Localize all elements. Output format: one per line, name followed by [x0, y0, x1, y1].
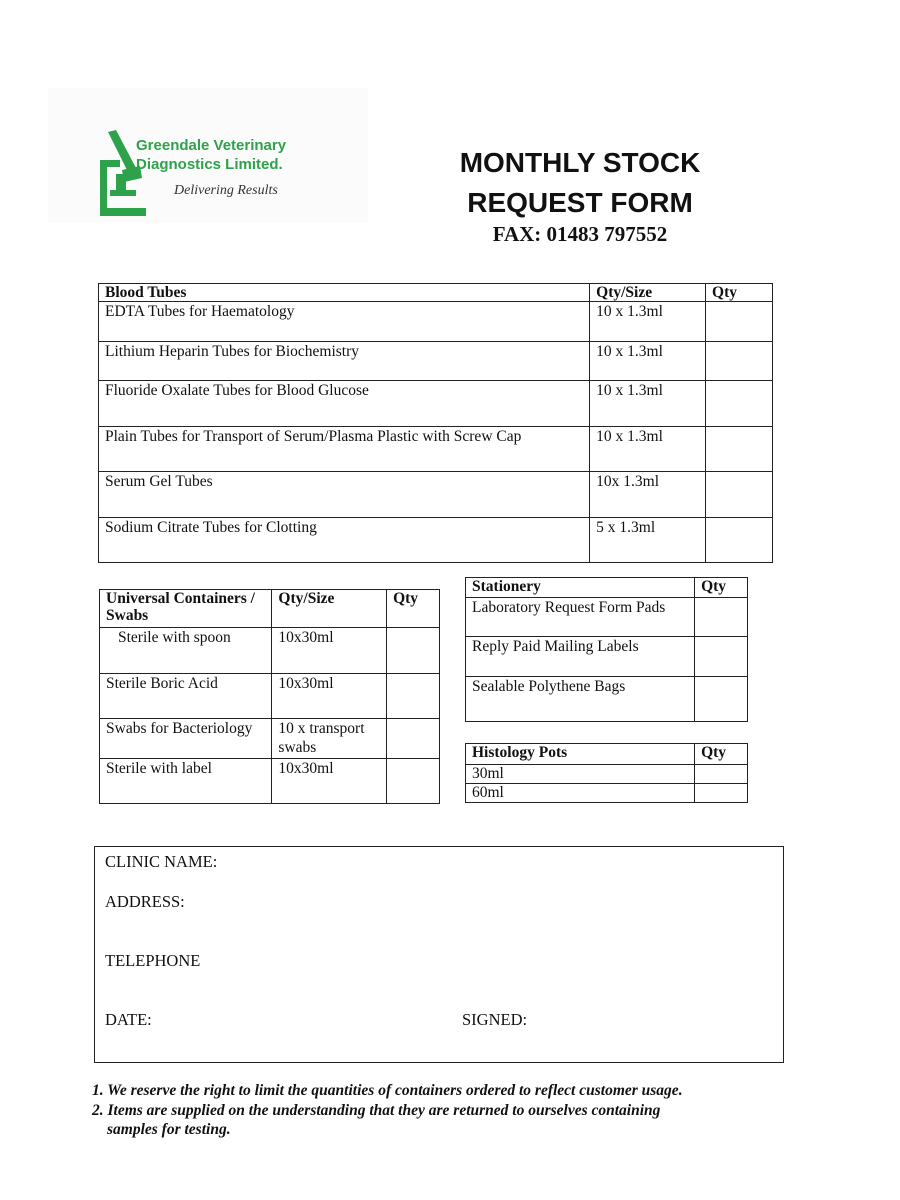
item-name: Sterile with spoon — [100, 628, 272, 674]
table-header: Qty — [695, 578, 748, 598]
table-row — [99, 427, 773, 472]
table-header: Qty — [695, 744, 748, 765]
company-tagline: Delivering Results — [174, 183, 278, 198]
item-name: Swabs for Bacteriology — [100, 719, 272, 759]
qty-cell[interactable] — [706, 302, 773, 342]
qty-cell[interactable] — [387, 628, 440, 674]
qty-cell[interactable] — [695, 765, 748, 784]
item-size: 10 x transport swabs — [272, 719, 387, 759]
table-row — [466, 637, 748, 677]
table-row — [466, 765, 748, 784]
company-name — [136, 136, 336, 174]
company-name-line2: Diagnostics Limited. — [136, 156, 283, 173]
item-name: Laboratory Request Form Pads — [466, 598, 695, 637]
qty-cell[interactable] — [706, 381, 773, 427]
item-size: 10x30ml — [272, 628, 387, 674]
qty-cell[interactable] — [695, 677, 748, 722]
table-row — [100, 719, 440, 759]
item-name: 60ml — [466, 784, 695, 803]
item-name: EDTA Tubes for Haematology — [99, 302, 590, 342]
form-title — [420, 143, 740, 223]
company-name-line1: Greendale Veterinary — [136, 137, 287, 154]
note-1: 1. We reserve the right to limit the quantities of containers ordered to reflect customer usage. — [92, 1082, 683, 1099]
table-header: Histology Pots — [466, 744, 695, 765]
form-title-line2: REQUEST FORM — [467, 187, 693, 218]
table-header: Qty — [706, 284, 773, 302]
item-name: Sterile Boric Acid — [100, 674, 272, 719]
item-name: Lithium Heparin Tubes for Biochemistry — [99, 342, 590, 381]
signed-label: SIGNED: — [462, 1010, 528, 1029]
table-header: Qty — [387, 590, 440, 628]
table-header: Stationery — [466, 578, 695, 598]
table-row — [466, 598, 748, 637]
address-label: ADDRESS: — [105, 892, 185, 911]
form-title-line1: MONTHLY STOCK — [459, 147, 701, 178]
qty-cell[interactable] — [706, 427, 773, 472]
qty-cell[interactable] — [706, 472, 773, 518]
table-row — [100, 674, 440, 719]
clinic-details-box — [94, 846, 784, 1063]
table-header: Blood Tubes — [99, 284, 590, 302]
table-header: Qty/Size — [590, 284, 706, 302]
table-row — [466, 677, 748, 722]
item-name: Reply Paid Mailing Labels — [466, 637, 695, 677]
item-name: Sodium Citrate Tubes for Clotting — [99, 518, 590, 563]
item-name: Sealable Polythene Bags — [466, 677, 695, 722]
item-name: Sterile with label — [100, 759, 272, 804]
table-row — [99, 302, 773, 342]
qty-cell[interactable] — [706, 342, 773, 381]
note-2-continued: samples for testing. — [107, 1121, 231, 1138]
note-2: 2. Items are supplied on the understanding that they are returned to ourselves containing — [92, 1101, 661, 1119]
table-row — [99, 342, 773, 381]
item-name: Serum Gel Tubes — [99, 472, 590, 518]
qty-cell[interactable] — [706, 518, 773, 563]
item-size: 10x30ml — [272, 674, 387, 719]
item-size: 10x 1.3ml — [590, 472, 706, 518]
qty-cell[interactable] — [695, 784, 748, 803]
item-size: 10x30ml — [272, 759, 387, 804]
table-row — [99, 381, 773, 427]
table-header: Qty/Size — [272, 590, 387, 628]
universal-containers-table — [99, 589, 440, 804]
qty-cell[interactable] — [695, 598, 748, 637]
item-size: 10 x 1.3ml — [590, 342, 706, 381]
table-row — [100, 759, 440, 804]
qty-cell[interactable] — [387, 719, 440, 759]
item-size: 10 x 1.3ml — [590, 427, 706, 472]
item-size: 10 x 1.3ml — [590, 302, 706, 342]
blood-tubes-table — [98, 283, 773, 563]
item-size: 10 x 1.3ml — [590, 381, 706, 427]
table-row — [100, 628, 440, 674]
date-label: DATE: — [105, 1010, 152, 1029]
telephone-label: TELEPHONE — [105, 951, 201, 970]
table-header: Universal Containers / Swabs — [100, 590, 272, 628]
fax-number: FAX: 01483 797552 — [492, 222, 668, 246]
item-size: 5 x 1.3ml — [590, 518, 706, 563]
histology-pots-table — [465, 743, 748, 803]
table-row — [466, 784, 748, 803]
item-name: Plain Tubes for Transport of Serum/Plasma Plastic with Screw Cap — [99, 427, 590, 472]
item-name: Fluoride Oxalate Tubes for Blood Glucose — [99, 381, 590, 427]
qty-cell[interactable] — [387, 674, 440, 719]
footnotes — [92, 1081, 792, 1140]
table-row — [99, 472, 773, 518]
qty-cell[interactable] — [387, 759, 440, 804]
stationery-table — [465, 577, 748, 722]
table-row — [99, 518, 773, 563]
item-name: 30ml — [466, 765, 695, 784]
qty-cell[interactable] — [695, 637, 748, 677]
clinic-name-label: CLINIC NAME: — [105, 852, 218, 871]
